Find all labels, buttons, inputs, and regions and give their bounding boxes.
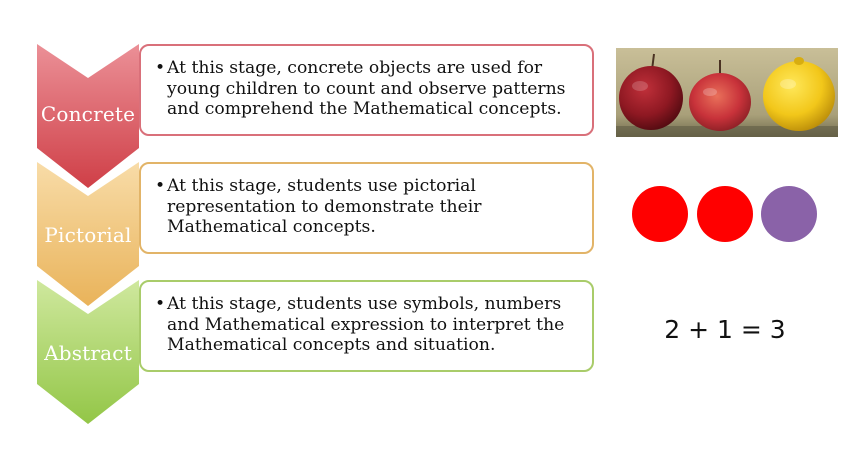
equation: 2 + 1 = 3 (664, 315, 786, 344)
description-text (155, 58, 582, 120)
stage-label: Pictorial (44, 223, 132, 247)
chevron-abstract (37, 280, 139, 428)
bullet: • (155, 176, 166, 196)
description-text (155, 294, 582, 356)
fruit-photo (616, 48, 838, 137)
bullet: • (155, 58, 166, 78)
circle-icon (761, 186, 817, 242)
stage-label: Concrete (40, 102, 136, 126)
description: At this stage, students use symbols, numbers and Mathematical expression to interpret the Mathematical concepts and situation. (167, 294, 565, 355)
bullet: • (155, 294, 166, 314)
description-card (139, 280, 594, 372)
description: At this stage, students use pictorial representation to demonstrate their Mathematical concepts. (167, 176, 482, 237)
description-card (139, 162, 594, 254)
description-card (139, 44, 594, 136)
circle-icon (697, 186, 753, 242)
description-text (155, 176, 582, 238)
pictorial-circles (630, 185, 820, 243)
circle-icon (632, 186, 688, 242)
description: At this stage, concrete objects are used for young children to count and observe patterns and comprehend the Mathematical concepts. (167, 58, 566, 119)
stage-label: Abstract (44, 341, 132, 365)
